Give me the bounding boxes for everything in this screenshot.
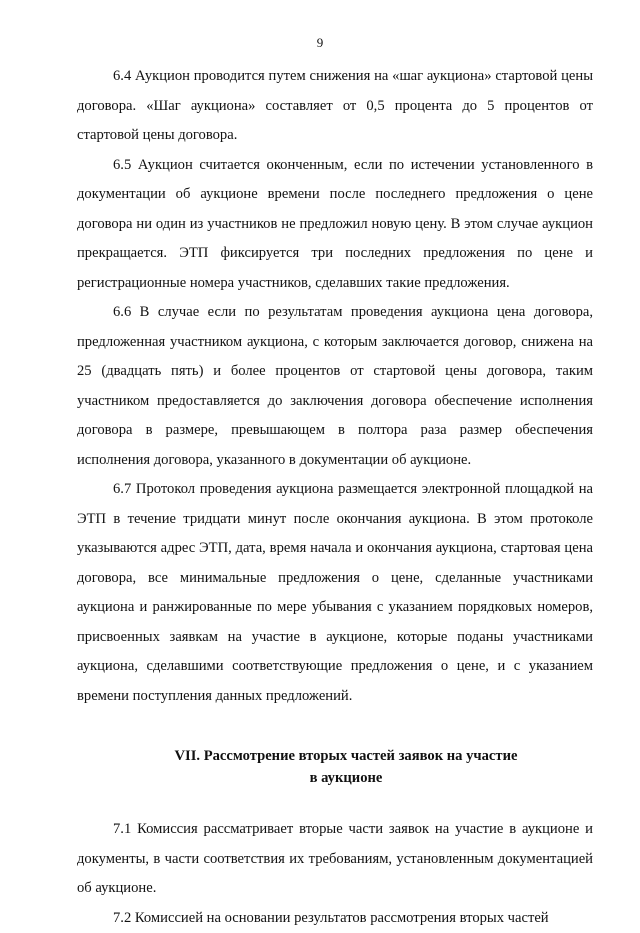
- paragraph-6-4: 6.4 Аукцион проводится путем снижения на «шаг аукциона» стартовой цены договора. «Шаг аукциона» составляет от 0,5 процента до 5 процентов от стартовой цены договора.: [77, 62, 593, 151]
- section-heading-line-1: VII. Рассмотрение вторых частей заявок на участие: [99, 745, 593, 767]
- page-number: 9: [0, 35, 640, 51]
- document-body: [77, 62, 593, 933]
- section-heading: [77, 745, 593, 789]
- paragraph-7-2: 7.2 Комиссией на основании результатов рассмотрения вторых частей: [77, 904, 593, 933]
- paragraph-6-6: 6.6 В случае если по результатам проведения аукциона цена договора, предложенная участником аукциона, с которым заключается договор, снижена на 25 (двадцать пять) и более процентов от стартовой цены договора, таким участником предоставляется до заключения договора обеспечение исполнения договора в размере, превышающем в полтора раза размер обеспечения исполнения договора, указанного в документации об аукционе.: [77, 298, 593, 475]
- section-heading-line-2: в аукционе: [99, 767, 593, 789]
- paragraph-7-1: 7.1 Комиссия рассматривает вторые части заявок на участие в аукционе и документы, в части соответствия их требованиям, установленным документацией об аукционе.: [77, 815, 593, 904]
- paragraph-6-5: 6.5 Аукцион считается оконченным, если по истечении установленного в документации об аукционе времени после последнего предложения о цене договора ни один из участников не предложил новую цену. В этом случае аукцион прекращается. ЭТП фиксируется три последних предложения по цене и регистрационные номера участников, сделавших такие предложения.: [77, 151, 593, 299]
- paragraph-6-7: 6.7 Протокол проведения аукциона размещается электронной площадкой на ЭТП в течение тридцати минут после окончания аукциона. В этом протоколе указываются адрес ЭТП, дата, время начала и окончания аукциона, стартовая цена договора, все минимальные предложения о цене, сделанные участниками аукциона и ранжированные по мере убывания с указанием порядковых номеров, присвоенных заявкам на участие в аукционе, которые поданы участниками аукциона, сделавшими соответствующие предложения о цене, и с указанием времени поступления данных предложений.: [77, 475, 593, 711]
